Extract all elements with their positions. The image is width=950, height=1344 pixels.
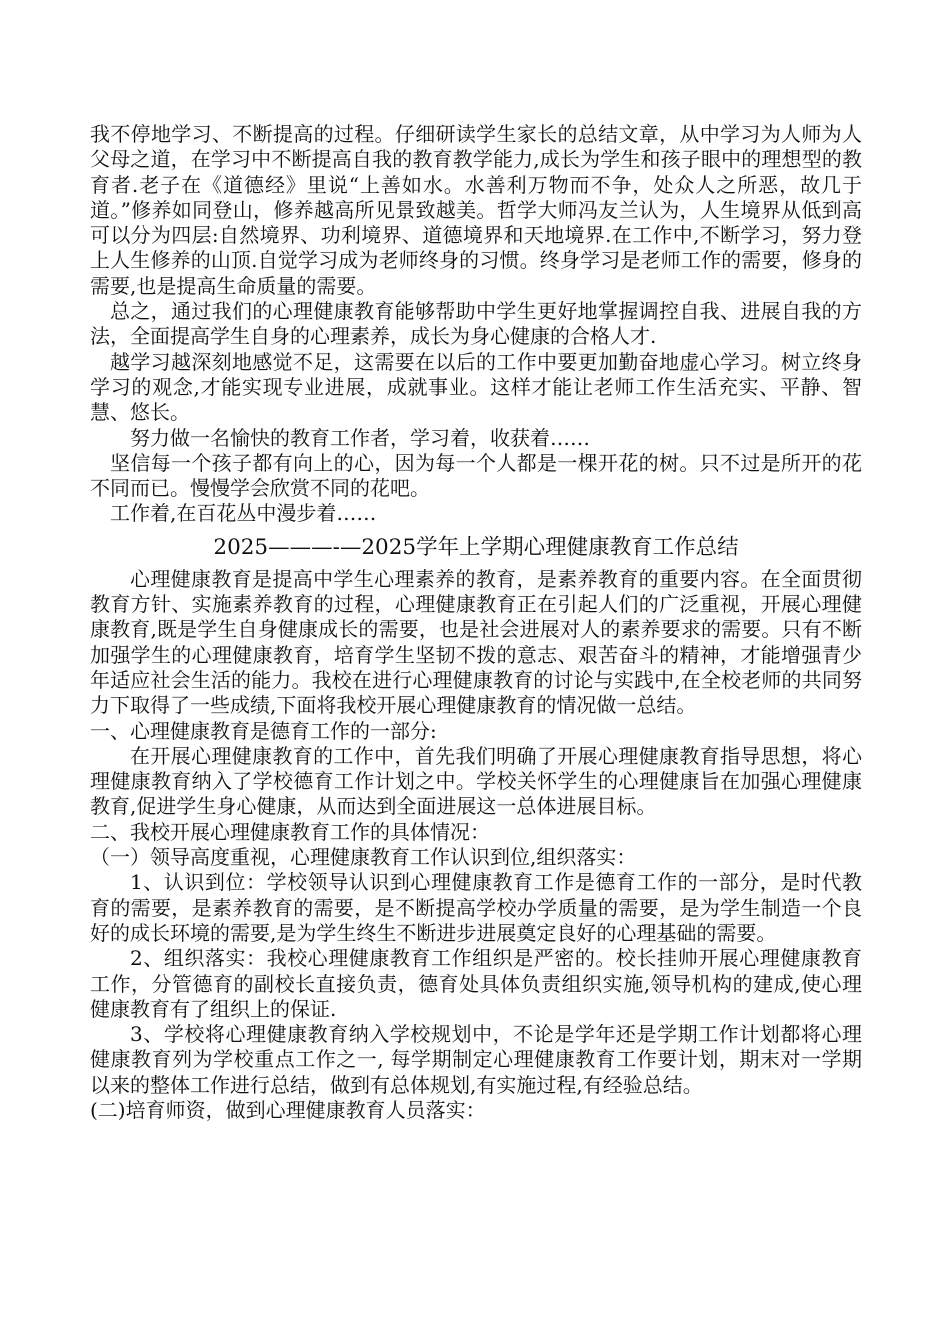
paragraph-guiding-thought: 在开展心理健康教育的工作中，首先我们明确了开展心理健康教育指导思想，将心理健康教育纳入了学校德育工作计划之中。学校关怀学生的心理健康旨在加强心理健康教育,促进学生身心健康，从而达到全面进展这一总体进展目标。 <box>90 743 862 819</box>
subsection-heading-1: （一）领导高度重视，心理健康教育工作认识到位,组织落实： <box>90 845 637 870</box>
paragraph-flowering-tree: 坚信每一个孩子都有向上的心，因为每一个人都是一棵开花的树。只不过是所开的花不同而已。慢慢学会欣赏不同的花吧。 <box>90 450 862 501</box>
paragraph-happy-educator: 努力做一名愉快的教育工作者，学习着，收获着…… <box>130 425 590 450</box>
paragraph-summary: 总之，通过我们的心理健康教育能够帮助中学生更好地掌握调控自我、进展自我的方法，全面提高学生自身的心理素养，成长为身心健康的合格人才. <box>90 299 862 349</box>
paragraph-lifelong-learning: 我不停地学习、不断提高的过程。仔细研读学生家长的总结文章，从中学习为人师为人父母之道，在学习中不断提高自我的教育教学能力,成长为学生和孩子眼中的理想型的教育者.老子在《道德经》里说“上善如水。水善利万物而不争，处众人之所恶，故几于道。”修养如同登山，修养越高所见景致越美。哲学大师冯友兰认为，人生境界从低到高可以分为四层:自然境界、功利境界、道德境界和天地境界.在工作中,不断学习，努力登上人生修养的山顶.自觉学习成为老师终身的习惯。终身学习是老师工作的需要，修身的需要,也是提高生命质量的需要。 <box>90 122 862 298</box>
section-heading-2: 二、我校开展心理健康教育工作的具体情况： <box>90 819 490 844</box>
section-heading-1: 一、心理健康教育是德育工作的一部分: <box>90 718 437 743</box>
document-page <box>90 122 862 1123</box>
paragraph-introduction: 心理健康教育是提高中学生心理素养的教育，是素养教育的重要内容。在全面贯彻教育方针、实施素养教育的过程，心理健康教育正在引起人们的广泛重视，开展心理健康教育,既是学生自身健康成长的需要，也是社会进展对人的素养要求的需要。只有不断加强学生的心理健康教育，培育学生坚韧不拨的意志、艰苦奋斗的精神，才能增强青少年适应社会生活的能力。我校在进行心理健康教育的讨论与实践中,在全校老师的共同努力下取得了一些成绩,下面将我校开展心理健康教育的情况做一总结。 <box>90 566 862 718</box>
subsection-heading-2: (二)培育师资，做到心理健康教育人员落实： <box>90 1097 486 1122</box>
paragraph-item-3: 3、学校将心理健康教育纳入学校规划中，不论是学年还是学期工作计划都将心理健康教育列为学校重点工作之一, 每学期制定心理健康教育工作要计划，期末对一学期以来的整体工作进行总结，做到有总体规划,有实施过程,有经验总结。 <box>90 1022 862 1097</box>
document-title: 2025———-—2025学年上学期心理健康教育工作总结 <box>213 534 739 560</box>
paragraph-item-1: 1、认识到位：学校领导认识到心理健康教育工作是德育工作的一部分，是时代教育的需要，是素养教育的需要，是不断提高学校办学质量的需要，是为学生制造一个良好的成长环境的需要,是为学生终生不断进步进展奠定良好的心理基础的需要。 <box>90 870 862 945</box>
paragraph-keep-learning: 越学习越深刻地感觉不足，这需要在以后的工作中要更加勤奋地虚心学习。树立终身学习的观念,才能实现专业进展，成就事业。这样才能让老师工作生活充实、平静、智慧、悠长。 <box>90 349 862 425</box>
paragraph-item-2: 2、组织落实：我校心理健康教育工作组织是严密的。校长挂帅开展心理健康教育工作，分管德育的副校长直接负责，德育处具体负责组织实施,领导机构的建成,使心理健康教育有了组织上的保证. <box>90 946 862 1021</box>
paragraph-working: 工作着,在百花丛中漫步着…… <box>110 501 377 526</box>
